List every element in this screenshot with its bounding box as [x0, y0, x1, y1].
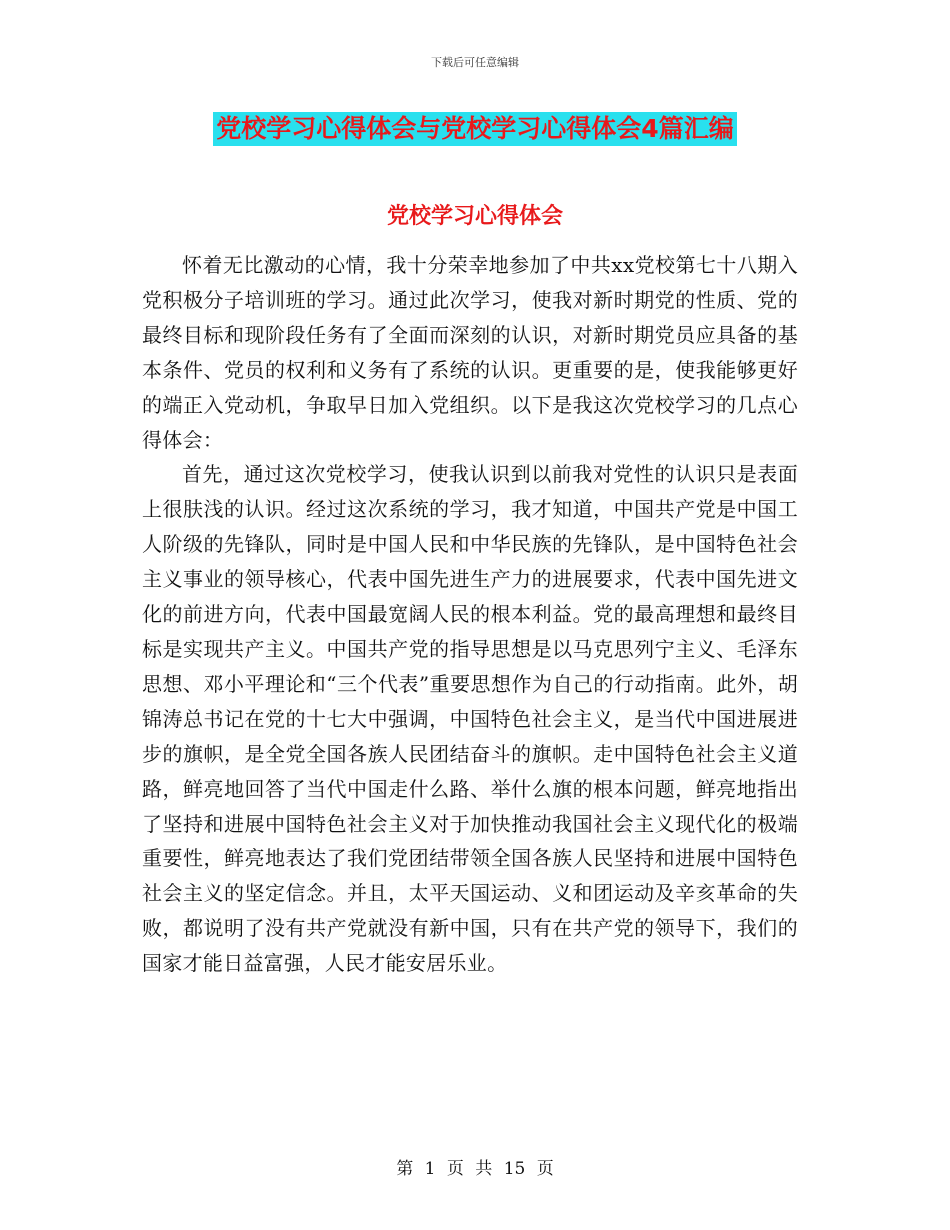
- paragraph-1: 怀着无比激动的心情，我十分荣幸地参加了中共xx党校第七十八期入党积极分子培训班的学习。通过此次学习，使我对新时期党的性质、党的最终目标和现阶段任务有了全面而深刻的认识，对新时期党员应具备的基本条件、党员的权利和义务有了系统的认识。更重要的是，使我能够更好的端正入党动机，争取早日加入党组织。以下是我这次党校学习的几点心得体会：: [142, 253, 798, 452]
- section-title: 党校学习心得体会: [386, 204, 563, 229]
- paragraph-2: 首先，通过这次党校学习，使我认识到以前我对党性的认识只是表面上很肤浅的认识。经过这次系统的学习，我才知道，中国共产党是中国工人阶级的先锋队，同时是中国人民和中华民族的先锋队，是中国特色社会主义事业的领导核心，代表中国先进生产力的进展要求，代表中国先进文化的前进方向，代表中国最宽阔人民的根本利益。党的最高理想和最终目标是实现共产主义。中国共产党的指导思想是以马克思列宁主义、毛泽东思想、邓小平理论和“三个代表”重要思想作为自己的行动指南。此外，胡锦涛总书记在党的十七大中强调，中国特色社会主义，是当代中国进展进步的旗帜，是全党全国各族人民团结奋斗的旗帜。走中国特色社会主义道路，鲜亮地回答了当代中国走什么路、举什么旗的根本问题，鲜亮地指出了坚持和进展中国特色社会主义对于加快推动我国社会主义现代化的极端重要性，鲜亮地表达了我们党团结带领全国各族人民坚持和进展中国特色社会主义的坚定信念。并且，太平天国运动、义和团运动及辛亥革命的失败，都说明了没有共产党就没有新中国，只有在共产党的领导下，我们的国家才能日益富强，人民才能安居乐业。: [142, 462, 798, 976]
- page-footer: 第 1 页 共 15 页: [396, 1159, 554, 1179]
- document-body: [142, 248, 798, 981]
- document-title-container: [0, 112, 950, 146]
- header-note: 下载后可任意编辑: [431, 56, 519, 69]
- document-title: 党校学习心得体会与党校学习心得体会4篇汇编: [213, 112, 736, 146]
